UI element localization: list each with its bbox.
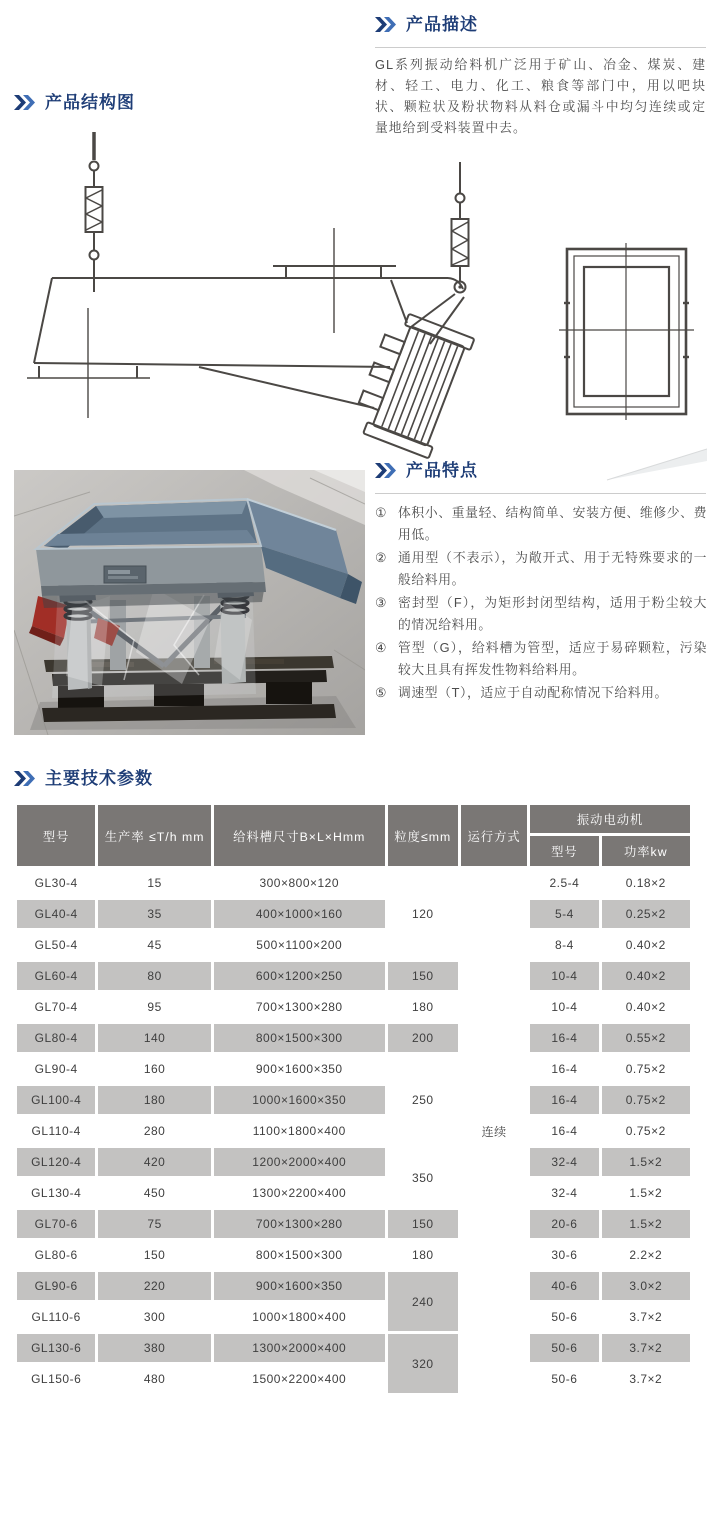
cell-motor-model: 32-4 <box>530 1179 598 1207</box>
table-row <box>17 869 690 897</box>
table-row <box>17 1086 690 1114</box>
feature-number: ② <box>375 550 387 565</box>
cell-motor-power: 2.2×2 <box>602 1241 690 1269</box>
cell-model: GL90-6 <box>17 1272 95 1300</box>
cell-trough: 500×1100×200 <box>214 931 385 959</box>
double-chevron-icon <box>375 17 399 32</box>
cell-motor-model: 16-4 <box>530 1117 598 1145</box>
trough-outline <box>34 278 464 408</box>
feature-item <box>375 682 707 704</box>
cell-model: GL100-4 <box>17 1086 95 1114</box>
cell-trough: 900×1600×350 <box>214 1272 385 1300</box>
cell-capacity: 280 <box>98 1117 211 1145</box>
header-trough-size: 给料槽尺寸B×L×Hmm <box>214 805 385 866</box>
table-row <box>17 1365 690 1393</box>
right-spring-hanger <box>452 162 469 293</box>
cell-motor-model: 8-4 <box>530 931 598 959</box>
cell-trough: 700×1300×280 <box>214 993 385 1021</box>
cell-motor-power: 0.40×2 <box>602 962 690 990</box>
features-list <box>375 502 707 706</box>
vibration-motor <box>349 308 474 458</box>
feature-text: 管型（G），给料槽为管型，适应于易碎颗粒，污染较大且具有挥发性物料给料用。 <box>398 640 707 677</box>
header-motor-group: 振动电动机 <box>530 805 690 833</box>
cell-motor-power: 0.55×2 <box>602 1024 690 1052</box>
feature-number: ④ <box>375 640 387 655</box>
cell-trough: 600×1200×250 <box>214 962 385 990</box>
cell-capacity: 80 <box>98 962 211 990</box>
feature-number: ⑤ <box>375 685 387 700</box>
feature-text: 密封型（F），为矩形封闭型结构，适用于粉尘较大的情况给料用。 <box>398 595 707 632</box>
table-row <box>17 1117 690 1145</box>
cell-capacity: 160 <box>98 1055 211 1083</box>
cell-model: GL80-6 <box>17 1241 95 1269</box>
header-motor-model: 型号 <box>530 836 598 866</box>
feature-text: 调速型（T），适应于自动配称情况下给料用。 <box>398 685 668 700</box>
cell-motor-model: 32-4 <box>530 1148 598 1176</box>
cell-granularity: 180 <box>388 993 458 1021</box>
features-title: 产品特点 <box>406 461 478 480</box>
cell-motor-power: 0.40×2 <box>602 931 690 959</box>
table-row <box>17 931 690 959</box>
table-row <box>17 1055 690 1083</box>
cell-model: GL90-4 <box>17 1055 95 1083</box>
cell-capacity: 450 <box>98 1179 211 1207</box>
cell-model: GL70-6 <box>17 1210 95 1238</box>
cell-motor-model: 20-6 <box>530 1210 598 1238</box>
cell-model: GL80-4 <box>17 1024 95 1052</box>
cell-operation: 连续 <box>461 869 527 1393</box>
cell-capacity: 150 <box>98 1241 211 1269</box>
table-row <box>17 962 690 990</box>
cell-trough: 1000×1600×350 <box>214 1086 385 1114</box>
description-divider <box>375 47 706 48</box>
section-title-parameters <box>14 770 153 787</box>
table-row <box>17 1241 690 1269</box>
feature-item <box>375 547 707 590</box>
cell-motor-power: 1.5×2 <box>602 1210 690 1238</box>
cell-capacity: 35 <box>98 900 211 928</box>
cell-granularity: 250 <box>388 1055 458 1145</box>
cell-model: GL150-6 <box>17 1365 95 1393</box>
header-granularity: 粒度≤mm <box>388 805 458 866</box>
header-motor-power: 功率kw <box>602 836 690 866</box>
cell-granularity: 150 <box>388 1210 458 1238</box>
cell-capacity: 140 <box>98 1024 211 1052</box>
cell-motor-power: 1.5×2 <box>602 1179 690 1207</box>
section-title-description <box>375 16 478 33</box>
feature-item <box>375 502 707 545</box>
cell-capacity: 220 <box>98 1272 211 1300</box>
description-title: 产品描述 <box>406 15 478 34</box>
feature-number: ③ <box>375 595 387 610</box>
cell-trough: 1200×2000×400 <box>214 1148 385 1176</box>
double-chevron-icon <box>375 463 399 478</box>
cell-motor-power: 3.7×2 <box>602 1365 690 1393</box>
table-row <box>17 900 690 928</box>
feature-text: 体积小、重量轻、结构简单、安装方便、维修少、费用低。 <box>398 505 707 542</box>
corner-decoration <box>595 444 707 484</box>
table-row <box>17 1210 690 1238</box>
cell-trough: 800×1500×300 <box>214 1024 385 1052</box>
cell-trough: 300×800×120 <box>214 869 385 897</box>
cell-granularity: 180 <box>388 1241 458 1269</box>
product-photo <box>14 470 365 735</box>
cell-model: GL110-4 <box>17 1117 95 1145</box>
cell-motor-model: 16-4 <box>530 1024 598 1052</box>
cell-capacity: 420 <box>98 1148 211 1176</box>
cell-trough: 400×1000×160 <box>214 900 385 928</box>
cell-trough: 800×1500×300 <box>214 1241 385 1269</box>
table-row <box>17 1303 690 1331</box>
section-title-structure <box>14 94 135 111</box>
features-divider <box>375 493 706 494</box>
spec-table <box>14 802 693 1396</box>
section-title-features <box>375 462 478 479</box>
cell-trough: 1300×2000×400 <box>214 1334 385 1362</box>
cell-motor-model: 16-4 <box>530 1055 598 1083</box>
table-row <box>17 1148 690 1176</box>
cell-model: GL130-6 <box>17 1334 95 1362</box>
structure-title: 产品结构图 <box>45 93 135 112</box>
cell-motor-power: 3.7×2 <box>602 1334 690 1362</box>
cell-motor-model: 30-6 <box>530 1241 598 1269</box>
cell-capacity: 95 <box>98 993 211 1021</box>
feature-item <box>375 637 707 680</box>
cell-motor-power: 0.75×2 <box>602 1086 690 1114</box>
header-model: 型号 <box>17 805 95 866</box>
cell-capacity: 45 <box>98 931 211 959</box>
cell-motor-model: 10-4 <box>530 993 598 1021</box>
cell-model: GL60-4 <box>17 962 95 990</box>
table-row <box>17 993 690 1021</box>
cell-capacity: 15 <box>98 869 211 897</box>
cell-motor-power: 0.18×2 <box>602 869 690 897</box>
cell-granularity: 240 <box>388 1272 458 1331</box>
cell-motor-model: 50-6 <box>530 1365 598 1393</box>
cell-motor-model: 16-4 <box>530 1086 598 1114</box>
cell-motor-power: 3.7×2 <box>602 1303 690 1331</box>
cell-trough: 700×1300×280 <box>214 1210 385 1238</box>
cell-trough: 1500×2200×400 <box>214 1365 385 1393</box>
spec-table-header <box>17 805 690 866</box>
cell-motor-model: 50-6 <box>530 1334 598 1362</box>
cell-motor-model: 10-4 <box>530 962 598 990</box>
description-paragraph: GL系列振动给料机广泛用于矿山、冶金、煤炭、建材、轻工、电力、化工、粮食等部门中，用以吧块状、颗粒状及粉状物料从料仓或漏斗中均匀连续或定量地给到受料装置中去。 <box>375 57 706 135</box>
cell-granularity: 150 <box>388 962 458 990</box>
cell-granularity: 200 <box>388 1024 458 1052</box>
top-center-mark <box>273 228 396 333</box>
cell-model: GL130-4 <box>17 1179 95 1207</box>
cell-trough: 1100×1800×400 <box>214 1117 385 1145</box>
cell-granularity: 350 <box>388 1148 458 1207</box>
cell-trough: 1000×1800×400 <box>214 1303 385 1331</box>
cell-model: GL110-6 <box>17 1303 95 1331</box>
cell-capacity: 180 <box>98 1086 211 1114</box>
spec-table-body <box>17 869 690 1393</box>
table-row <box>17 1179 690 1207</box>
cell-motor-model: 40-6 <box>530 1272 598 1300</box>
end-view <box>559 243 694 420</box>
cell-granularity: 320 <box>388 1334 458 1393</box>
cell-model: GL120-4 <box>17 1148 95 1176</box>
cell-motor-power: 3.0×2 <box>602 1272 690 1300</box>
cell-motor-power: 0.75×2 <box>602 1117 690 1145</box>
cell-capacity: 480 <box>98 1365 211 1393</box>
cell-motor-model: 5-4 <box>530 900 598 928</box>
table-row <box>17 1024 690 1052</box>
structure-diagram <box>0 128 707 468</box>
left-spring-hanger <box>86 132 103 292</box>
cell-trough: 900×1600×350 <box>214 1055 385 1083</box>
cell-capacity: 380 <box>98 1334 211 1362</box>
cell-motor-power: 0.40×2 <box>602 993 690 1021</box>
cell-capacity: 300 <box>98 1303 211 1331</box>
feature-item <box>375 592 707 635</box>
feature-text: 通用型（不表示），为敞开式、用于无特殊要求的一般给料用。 <box>398 550 707 587</box>
double-chevron-icon <box>14 95 38 110</box>
cell-motor-power: 0.75×2 <box>602 1055 690 1083</box>
cell-motor-power: 1.5×2 <box>602 1148 690 1176</box>
header-capacity: 生产率 ≤T/h mm <box>98 805 211 866</box>
cell-motor-model: 50-6 <box>530 1303 598 1331</box>
cell-model: GL50-4 <box>17 931 95 959</box>
cell-model: GL40-4 <box>17 900 95 928</box>
cell-model: GL70-4 <box>17 993 95 1021</box>
cell-capacity: 75 <box>98 1210 211 1238</box>
cell-model: GL30-4 <box>17 869 95 897</box>
cell-trough: 1300×2200×400 <box>214 1179 385 1207</box>
cell-granularity: 120 <box>388 869 458 959</box>
header-operation: 运行方式 <box>461 805 527 866</box>
table-row <box>17 1272 690 1300</box>
cell-motor-model: 2.5-4 <box>530 869 598 897</box>
parameters-title: 主要技术参数 <box>45 769 153 788</box>
table-row <box>17 1334 690 1362</box>
feature-number: ① <box>375 505 387 520</box>
cell-motor-power: 0.25×2 <box>602 900 690 928</box>
double-chevron-icon <box>14 771 38 786</box>
